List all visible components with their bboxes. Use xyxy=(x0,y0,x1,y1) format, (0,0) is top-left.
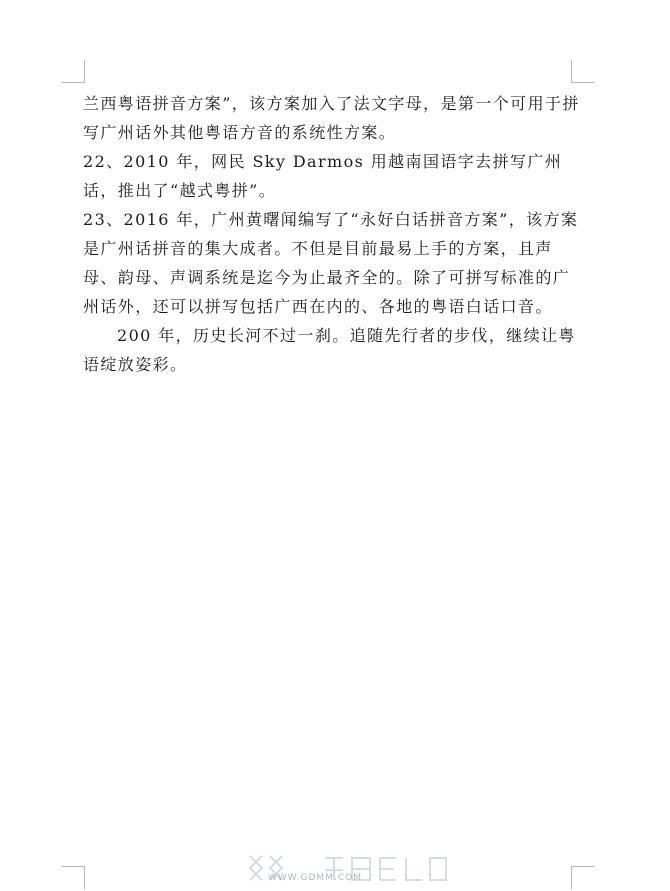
crop-mark-top-left xyxy=(62,60,85,83)
crop-mark-bottom-right xyxy=(571,866,594,889)
crop-mark-bottom-left xyxy=(62,866,85,889)
paragraph-4: 200 年，历史长河不过一刹。追随先行者的步伐，继续让粤语绽放姿彩。 xyxy=(83,326,576,374)
paragraph-2: 22、2010 年，网民 Sky Darmos 用越南国语字去拼写广州话，推出了“越式粤拼”。 xyxy=(83,152,563,200)
watermark-url: WWW.GDMM.COM xyxy=(268,873,362,883)
crop-mark-top-right xyxy=(571,60,594,83)
document-body xyxy=(83,89,583,379)
paragraph-3: 23、2016 年，广州黄曙闻编写了“永好白话拼音方案”，该方案是广州话拼音的集大成者。不但是目前最易上手的方案，且声母、韵母、声调系统是迄今为止最齐全的。除了可拼写标准的广州话外，还可以拼写包括广西在内的、各地的粤语白话口音。 xyxy=(83,210,579,316)
paragraph-1: 兰西粤语拼音方案”，该方案加入了法文字母，是第一个可用于拼写广州话外其他粤语方音的系统性方案。 xyxy=(83,94,580,142)
